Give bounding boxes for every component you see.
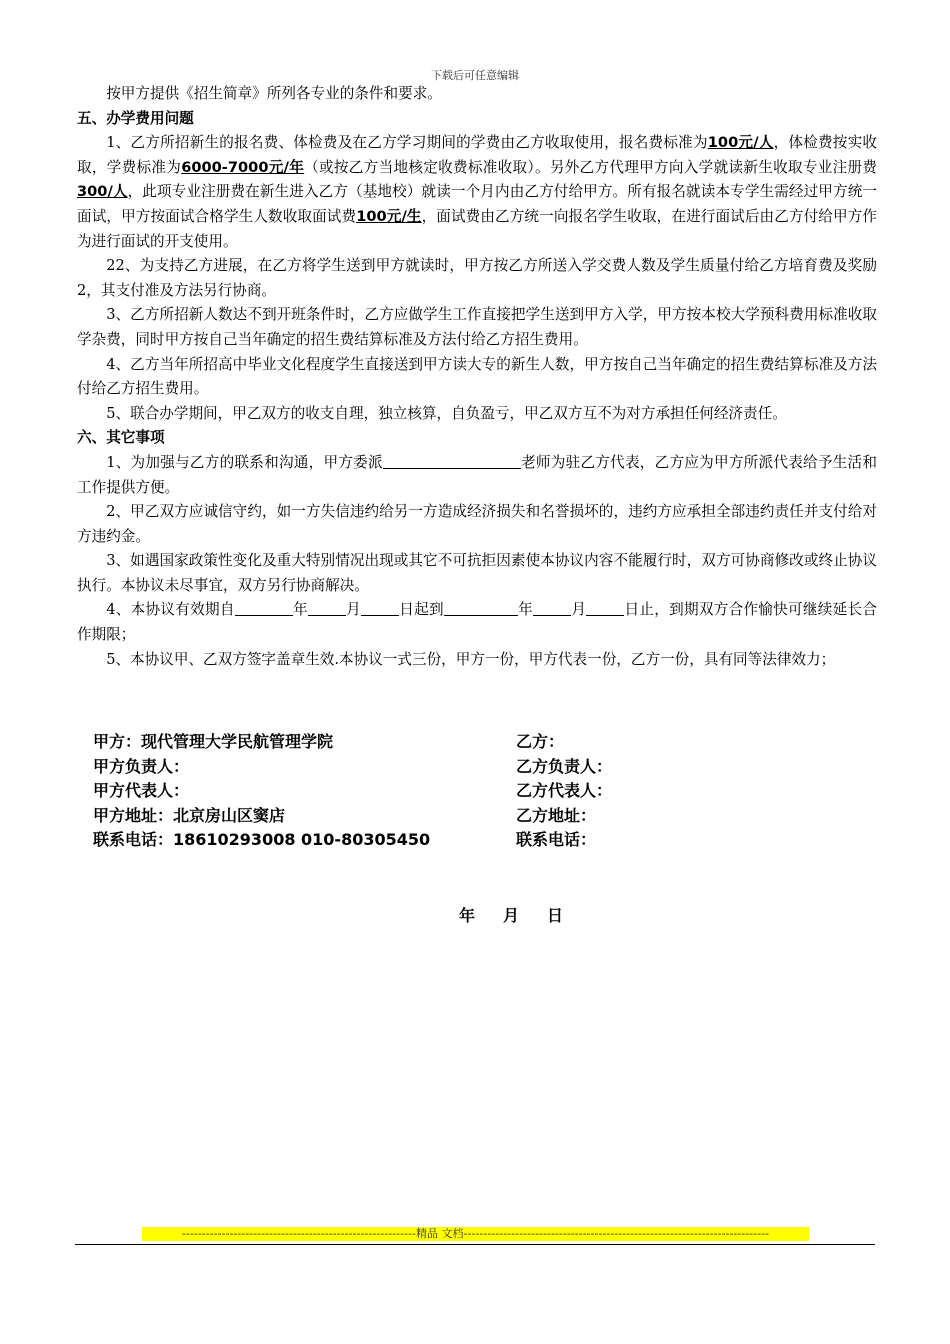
text: 年 — [292, 601, 308, 619]
party-a-address: 甲方地址：北京房山区窦店 — [93, 805, 286, 825]
party-b-address: 乙方地址： — [516, 805, 597, 825]
blank-field — [383, 452, 521, 469]
text: ，此项专业注册费在新生进入乙方（基地校）就读一个月内由乙方付给甲方。所有报名就读本专学生需经过甲方统一面试，甲方按面试合格学生人数收取面试费 — [77, 183, 877, 225]
section-title-other: 六、其它事项 — [77, 429, 165, 447]
blank-field — [308, 599, 346, 616]
text: 月 — [571, 601, 587, 619]
text: 4、本协议有效期自 — [106, 601, 235, 619]
date-year: 年 — [459, 906, 476, 925]
paragraph-other-5: 5、本协议甲、乙双方签字盖章生效.本协议一式三份，甲方一份，甲方代表一份，乙方一份，具有同等法律效力； — [106, 650, 836, 668]
party-a-phone: 联系电话：18610293008 010-80305450 — [93, 830, 431, 850]
party-b-representative: 乙方代表人： — [516, 781, 613, 801]
fee-registration: 100元/人 — [707, 134, 774, 152]
footer-banner: -----------------------------------------------------------精品 文档----------------------------------------------------------------------------- — [142, 1227, 809, 1241]
footer-divider — [75, 1244, 875, 1245]
section-title-fees: 五、办学费用问题 — [77, 109, 194, 127]
page-header: 下载后可任意编辑 — [431, 69, 519, 82]
paragraph: 按甲方提供《招生简章》所列各专业的条件和要求。 — [106, 85, 442, 102]
paragraph-other-1 — [77, 451, 877, 500]
text: （或按乙方当地核定收费标准收取）。另外乙方代理甲方向入学就读新生收取专业注册费 — [304, 158, 877, 176]
paragraph-fees-4: 4、乙方当年所招高中毕业文化程度学生直接送到甲方读大专的新生人数，甲方按自己当年确定的招生费结算标准及方法付给乙方招生费用。 — [77, 355, 877, 398]
blank-field — [586, 599, 624, 616]
fee-interview: 100元/生 — [356, 207, 422, 225]
party-a-signature-block — [93, 730, 430, 853]
paragraph-fees-3: 3、乙方所招新人数达不到开班条件时，乙方应做学生工作直接把学生送到甲方入学，甲方按本校大学预科费用标准收取学杂费，同时甲方按自己当年确定的招生费结算标准及方法付给乙方招生费用。 — [77, 306, 877, 348]
paragraph-other-4 — [77, 598, 877, 647]
blank-field — [235, 599, 293, 616]
text: 老师为驻乙方代表，乙方应为甲方所派代表给予生活和工作提供方便。 — [77, 453, 877, 496]
date-month: 月 — [503, 906, 520, 925]
paragraph-fees-5: 5、联合办学期间，甲乙双方的收支自理，独立核算，自负盈亏，甲乙双方互不为对方承担任何经济责任。 — [106, 404, 787, 422]
text: 日起到 — [399, 601, 444, 619]
blank-field — [444, 599, 518, 616]
paragraph-fees-1 — [77, 131, 877, 254]
party-b-name: 乙方： — [516, 732, 565, 751]
fee-major-registration: 300/人 — [77, 183, 128, 201]
blank-field — [361, 599, 399, 616]
paragraph-fees-2: 22、为支持乙方进展，在乙方将学生送到甲方就读时，甲方按乙方所送入学交费人数及学生质量付给乙方培育费及奖励2，其支付准及方法另行协商。 — [77, 257, 877, 299]
text: 月 — [345, 601, 362, 619]
text: 日止，到期双方合作愉快可继续延长合作期限； — [77, 601, 877, 644]
text: 1、为加强与乙方的联系和沟通，甲方委派 — [106, 453, 383, 471]
text: 1、乙方所招新生的报名费、体检费及在乙方学习期间的学费由乙方收取使用，报名费标准为 — [106, 134, 708, 152]
text: ，面试费由乙方统一向报名学生收取，在进行面试后由乙方付给甲方作为进行面试的开支使用。 — [77, 207, 877, 250]
party-b-signature-block — [516, 730, 612, 853]
paragraph-other-2: 2、甲乙双方应诚信守约，如一方失信违约给另一方造成经济损失和名誉损坏的，违约方应承担全部违约责任并支付给对方违约金。 — [77, 503, 877, 545]
document-body — [77, 82, 877, 672]
blank-field — [533, 599, 571, 616]
text: 年 — [517, 601, 534, 619]
signing-date — [459, 903, 563, 926]
party-b-phone: 联系电话： — [516, 830, 597, 850]
party-a-leader: 甲方负责人： — [93, 756, 190, 776]
text: ，体检费按实收取，学费标准为 — [77, 134, 877, 176]
party-b-leader: 乙方负责人： — [516, 756, 613, 776]
party-a-representative: 甲方代表人： — [93, 781, 190, 801]
date-day: 日 — [547, 906, 564, 925]
fee-tuition: 6000-7000元/年 — [181, 158, 305, 176]
paragraph-other-3: 3、如遇国家政策性变化及重大特别情况出现或其它不可抗拒因素使本协议内容不能履行时，双方可协商修改或终止协议执行。本协议未尽事宜，双方另行协商解决。 — [77, 552, 877, 594]
party-a-name: 甲方：现代管理大学民航管理学院 — [93, 732, 334, 751]
